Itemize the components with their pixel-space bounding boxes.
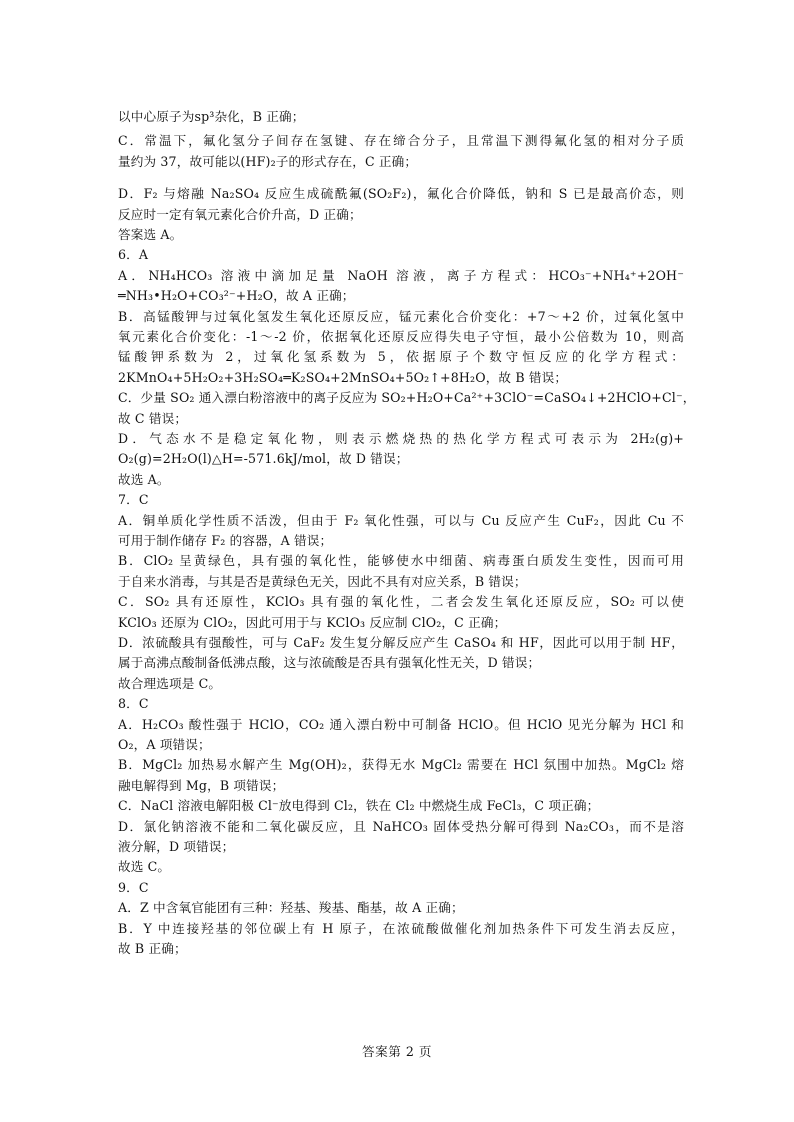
text-line: KClO₃ 还原为 ClO₂，因此可用于与 KClO₃ 反应制 ClO₂，C 正确；	[118, 614, 507, 630]
answer-text-body	[118, 104, 696, 959]
text-line: O₂，A 项错误；	[118, 737, 211, 752]
text-line: 故合理选项是 C。	[118, 675, 222, 691]
text-line: C．常温下，氟化氢分子间存在氢键、存在缔合分子，且常温下测得氟化氢的相对分子质	[118, 133, 684, 149]
text-line: 量约为 37，故可能以(HF)₂子的形式存在，C 正确；	[118, 153, 418, 169]
question-number: 9．C	[118, 879, 149, 895]
text-line: B．MgCl₂ 加热易水解产生 Mg(OH)₂，获得无水 MgCl₂ 需要在 HCl 氛围中加热。MgCl₂ 熔	[118, 757, 684, 773]
question-number: 6．A	[118, 247, 149, 263]
text-line: D．浓硫酸具有强酸性，可与 CaF₂ 发生复分解反应产生 CaSO₄ 和 HF，因此可以用于制 HF，	[118, 635, 684, 650]
text-line: 故 C 错误；	[118, 410, 188, 426]
text-line: C．SO₂ 具有还原性，KClO₃ 具有强的氧化性，二者会发生氧化还原反应，SO₂ 可以使	[118, 594, 684, 610]
text-line: 液分解，D 项错误；	[118, 839, 235, 854]
text-line: 氧元素化合价变化：-1～-2 价，依据氧化还原反应得失电子守恒，最小公倍数为 10，则高	[118, 329, 684, 344]
text-line: D．F₂ 与熔融 Na₂SO₄ 反应生成硫酰氟(SO₂F₂)，氟化合价降低，钠和 S 已是最高价态，则	[118, 186, 684, 202]
text-line: A．铜单质化学性质不活泼，但由于 F₂ 氧化性强，可以与 Cu 反应产生 CuF₂，因此 Cu 不	[118, 512, 684, 528]
text-line: B．ClO₂ 呈黄绿色，具有强的氧化性，能够使水中细菌、病毒蛋白质发生变性，因而可用	[118, 553, 684, 569]
text-line: ═NH₃•H₂O+CO₃²⁻+H₂O，故 A 正确；	[118, 288, 355, 304]
text-line: A．H₂CO₃ 酸性强于 HClO，CO₂ 通入漂白粉中可制备 HClO。但 HClO 见光分解为 HCl 和	[118, 716, 684, 732]
text-line: A．NH₄HCO₃ 溶液中滴加足量 NaOH 溶液，离子方程式：HCO₃⁻+NH₄⁺+2OH⁻	[118, 267, 684, 283]
text-line: 反应时一定有氧元素化合价升高，D 正确；	[118, 206, 362, 222]
question-number: 8．C	[118, 696, 149, 712]
text-line: B．高锰酸钾与过氧化氢发生氧化还原反应，锰元素化合价变化：+7～+2 价，过氧化氢中	[118, 308, 684, 324]
text-line: 于自来水消毒，与其是否是黄绿色无关，因此不具有对应关系，B 错误；	[118, 573, 527, 589]
text-line: 属于高沸点酸制备低沸点酸，这与浓硫酸是否具有强氧化性无关，D 错误；	[118, 655, 541, 671]
text-line: 融电解得到 Mg，B 项错误；	[118, 777, 285, 793]
text-line: 2KMnO₄+5H₂O₂+3H₂SO₄═K₂SO₄+2MnSO₄+5O₂↑+8H₂O，故 B 错误；	[118, 369, 568, 385]
text-line: 以中心原子为sp³杂化，B 正确；	[118, 109, 305, 124]
page-footer: 答案第 2 页	[362, 1044, 432, 1059]
text-line: D．气态水不是稳定氧化物，则表示燃烧热的热化学方程式可表示为 2H₂(g)+	[118, 431, 684, 446]
text-line: 故选 C。	[118, 859, 171, 875]
text-line: O₂(g)=2H₂O(l)△H=-571.6kJ/mol，故 D 错误；	[118, 451, 409, 467]
text-line: 故选 A。	[118, 471, 170, 487]
text-line: A．Z 中含氧官能团有三种：羟基、羧基、酯基，故 A 正确；	[118, 900, 464, 916]
text-line: 故 B 正确；	[118, 941, 187, 957]
text-line: 锰酸钾系数为 2，过氧化氢系数为 5，依据原子个数守恒反应的化学方程式：	[118, 349, 684, 365]
text-line: 可用于制作储存 F₂ 的容器，A 错误；	[118, 533, 333, 548]
text-line: B．Y 中连接羟基的邻位碳上有 H 原子，在浓硫酸做催化剂加热条件下可发生消去反应，	[118, 920, 684, 936]
text-line: 答案选 A。	[118, 227, 183, 242]
text-line: D．氯化钠溶液不能和二氧化碳反应，且 NaHCO₃ 固体受热分解可得到 Na₂CO₃，而不是溶	[118, 818, 684, 834]
text-line: C．少量 SO₂ 通入漂白粉溶液中的离子反应为 SO₂+H₂O+Ca²⁺+3ClO⁻=CaSO₄↓+2HClO+Cl⁻，	[118, 390, 696, 406]
question-number: 7．C	[118, 492, 149, 508]
text-line: C．NaCl 溶液电解阳极 Cl⁻放电得到 Cl₂，铁在 Cl₂ 中燃烧生成 FeCl₃，C 项正确；	[118, 798, 600, 814]
